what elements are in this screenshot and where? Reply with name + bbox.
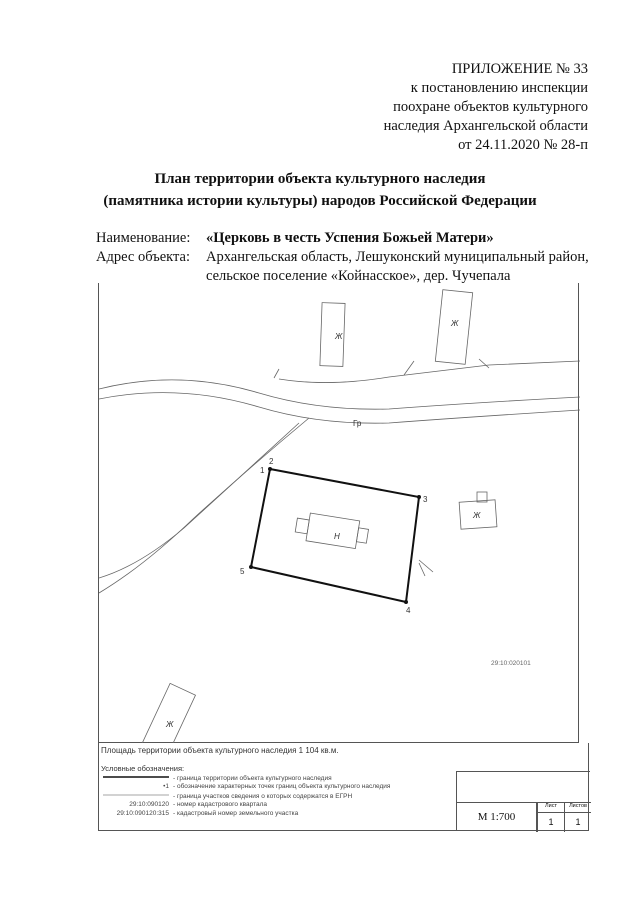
- title-block: [456, 771, 590, 831]
- appendix-header: [358, 60, 588, 155]
- point-label: 3: [423, 495, 428, 504]
- legend-text: - обозначение характерных точек границ объекта культурного наследия: [173, 783, 391, 790]
- road-line: [99, 423, 299, 578]
- boundary-point: [249, 565, 253, 569]
- legend-row: [101, 792, 352, 801]
- road-line: [99, 418, 309, 593]
- house-label: Ж: [451, 319, 459, 328]
- point-label: 1: [260, 466, 265, 475]
- house-label: Ж: [473, 511, 481, 520]
- legend-symbol: [101, 774, 169, 782]
- area-text: Площадь территории объекта культурного наследия 1 104 кв.м.: [101, 746, 339, 755]
- sheet-label: Лист: [537, 802, 564, 812]
- road-label: Гр: [353, 419, 362, 428]
- boundary-point: [404, 600, 408, 604]
- title-line-1: План территории объекта культурного наследия: [154, 171, 486, 187]
- legend-row: [101, 810, 298, 819]
- appendix-line: к постановлению инспекции: [410, 80, 588, 96]
- address-line-2: сельское поселение «Койнасское», дер. Чучепала: [206, 268, 511, 284]
- point-label: 5: [240, 567, 245, 576]
- boundary-point: [268, 467, 272, 471]
- legend-symbol: 29:10:090120: [129, 801, 169, 808]
- church-outline: [294, 511, 369, 550]
- name-label: Наименование:: [96, 230, 191, 246]
- road-line: [279, 361, 580, 383]
- road-line: [419, 560, 433, 576]
- sheets-label: Листов: [564, 802, 591, 812]
- sheets-value: 1: [564, 812, 591, 832]
- address-line-1: Архангельская область, Лешуконский муниципальный район,: [206, 249, 589, 265]
- title-line-2: (памятника истории культуры) народов Российской Федерации: [103, 193, 537, 209]
- appendix-line: наследия Архангельской области: [383, 118, 588, 134]
- object-info: [96, 229, 589, 286]
- legend-text: - граница территории объекта культурного наследия: [173, 775, 332, 782]
- point-label: 4: [406, 606, 411, 615]
- legend-text: - граница участков сведения о которых содержатся в ЕГРН: [173, 793, 353, 800]
- church-label: Н: [334, 532, 340, 541]
- legend-text: - номер кадастрового квартала: [173, 801, 268, 808]
- point-label: 2: [269, 457, 274, 466]
- map-drawing: [99, 283, 580, 743]
- legend-row: [101, 801, 267, 810]
- legend-symbol: •1: [163, 783, 169, 790]
- sheet-value: 1: [537, 812, 564, 832]
- boundary-point: [417, 495, 421, 499]
- legend-text: - кадастровый номер земельного участка: [173, 810, 299, 817]
- legend-title: Условные обозначения:: [101, 764, 185, 773]
- address-label: Адрес объекта:: [96, 249, 190, 265]
- appendix-date: от 24.11.2020 № 28-п: [458, 137, 588, 153]
- map-footer: [98, 743, 589, 831]
- document-title: [0, 168, 640, 212]
- appendix-number: ПРИЛОЖЕНИЕ № 33: [451, 61, 588, 77]
- scale-label: М 1:700: [457, 802, 537, 832]
- road-line: [99, 380, 580, 409]
- appendix-line: поохране объектов культурного: [393, 99, 588, 115]
- cadastral-quarter: 29:10:020101: [491, 660, 531, 667]
- house-outline: [141, 683, 196, 743]
- name-value: «Церковь в честь Успения Божьей Матери»: [206, 230, 494, 246]
- house-label: Ж: [335, 332, 343, 341]
- house-label: Ж: [166, 720, 174, 729]
- legend-row: [101, 774, 332, 783]
- legend-symbol: 29:10:090120:315: [116, 810, 169, 817]
- territory-map: [98, 283, 579, 743]
- legend-row: [101, 783, 390, 792]
- legend-symbol: [101, 792, 169, 800]
